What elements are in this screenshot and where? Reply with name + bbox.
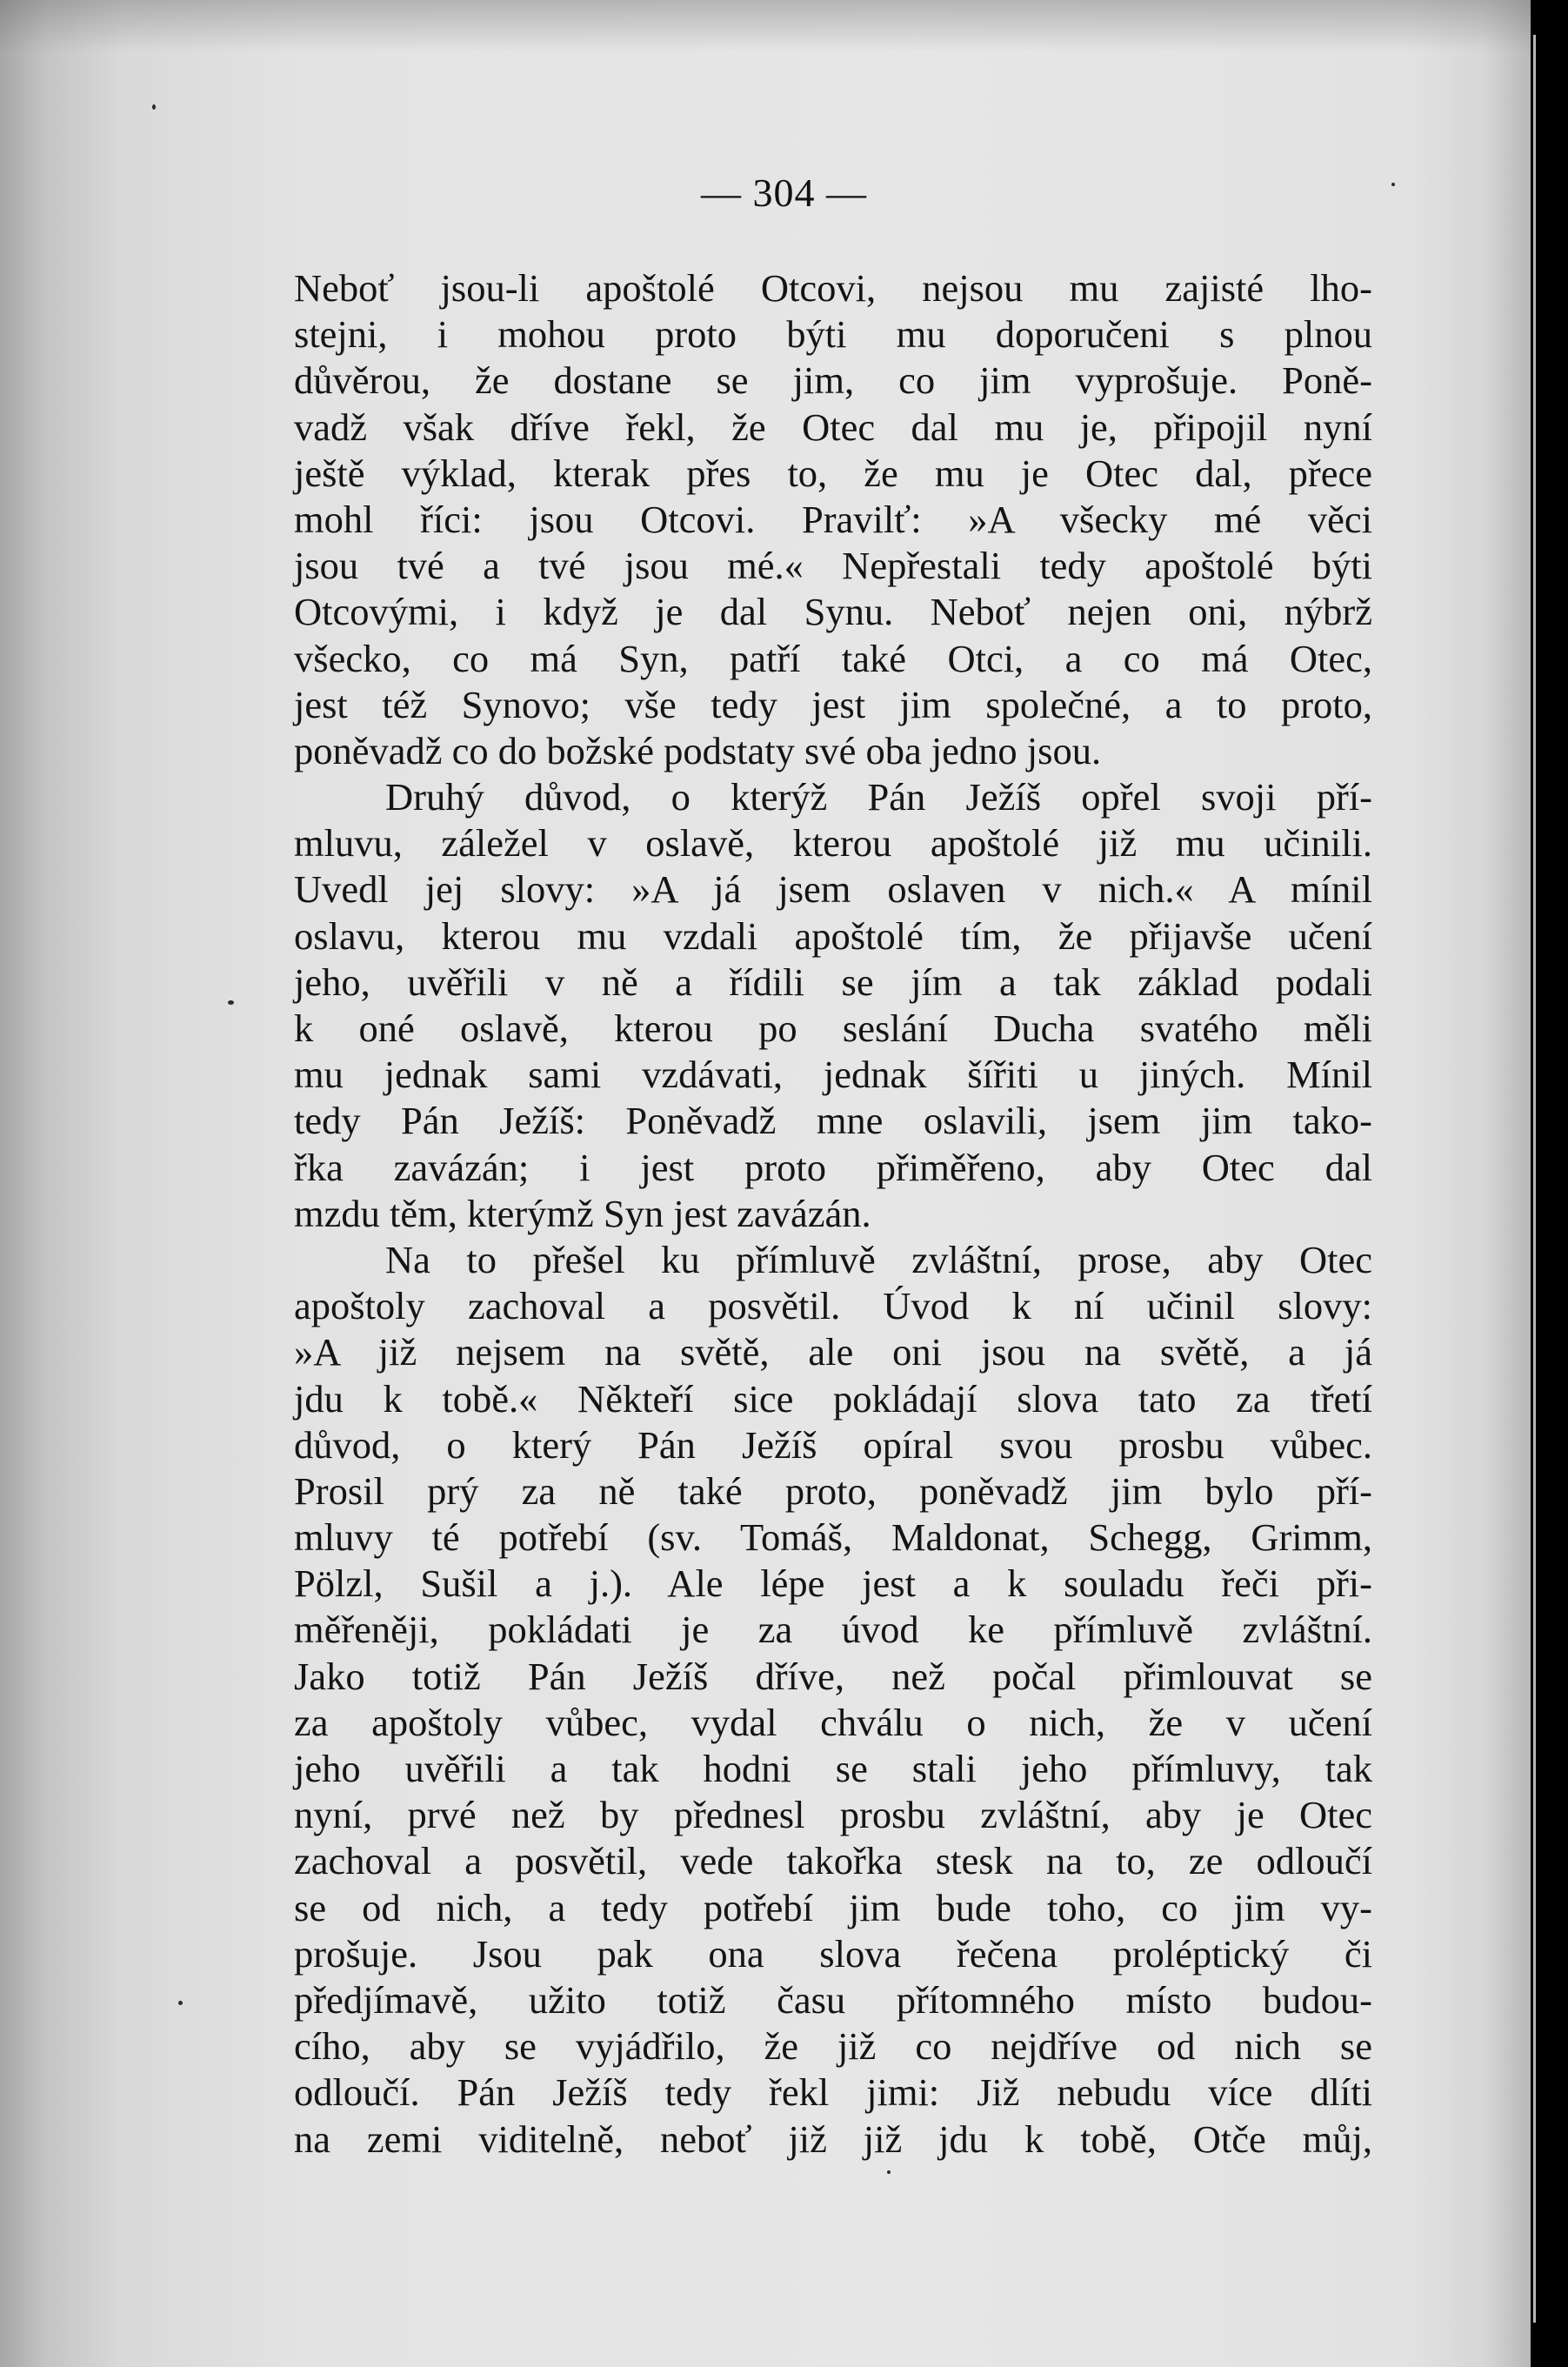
text-line: jeho uvěřili a tak hodni se stali jeho přímluvy, tak — [294, 1747, 1372, 1790]
text-line: měřeněji, pokládati je za úvod ke přímluvě zvláštní. — [294, 1608, 1372, 1652]
text-line: mohl říci: jsou Otcovi. Pravilť: »A všecky mé věci — [294, 497, 1372, 541]
text-line: Jako totiž Pán Ježíš dříve, než počal přimlouvat se — [294, 1654, 1372, 1698]
text-line: oslavu, kterou mu vzdali apoštolé tím, že přijavše učení — [294, 913, 1372, 958]
text-line: zachoval a posvětil, vede takořka stesk na to, ze odloučí — [294, 1839, 1372, 1883]
ink-speck — [1391, 183, 1395, 186]
ink-speck — [228, 1000, 234, 1005]
text-line: Prosil prý za ně také proto, poněvadž jim bylo pří- — [294, 1468, 1372, 1513]
text-line: poněvadž co do božské podstaty své oba jedno jsou. — [294, 728, 1102, 772]
text-line: cího, aby se vyjádřilo, že již co nejdříve od nich se — [294, 2024, 1372, 2069]
text-line: jsou tvé a tvé jsou mé.« Nepřestali tedy apoštolé býti — [294, 544, 1372, 588]
text-line: nyní, prvé než by přednesl prosbu zvláštní, aby je Otec — [294, 1793, 1372, 1837]
text-line: tedy Pán Ježíš: Poněvadž mne oslavili, jsem jim tako- — [294, 1099, 1372, 1143]
text-line: jdu k tobě.« Někteří sice pokládají slova tato za třetí — [294, 1376, 1372, 1421]
text-line: Uvedl jej slovy: »A já jsem oslaven v nich.« A mínil — [294, 867, 1372, 912]
text-line: Neboť jsou-li apoštolé Otcovi, nejsou mu zajisté lho- — [294, 266, 1372, 310]
text-line: předjímavě, užito totiž času přítomného místo budou- — [294, 1977, 1372, 2022]
text-line: jeho, uvěřili v ně a řídili se jím a tak základ podali — [294, 960, 1372, 1004]
text-line: důvod, o který Pán Ježíš opíral svou prosbu vůbec. — [294, 1422, 1372, 1467]
text-line: za apoštoly vůbec, vydal chválu o nich, že v učení — [294, 1700, 1372, 1744]
ink-speck — [152, 104, 156, 110]
page-number: — 304 — — [701, 171, 867, 215]
text-line: mluvu, záležel v oslavě, kterou apoštolé již mu učinili. — [294, 821, 1372, 866]
text-line: Otcovými, i když je dal Synu. Neboť nejen oni, nýbrž — [294, 590, 1372, 634]
text-line: k oné oslavě, kterou po seslání Ducha svatého měli — [294, 1006, 1372, 1050]
text-line: mu jednak sami vzdávati, jednak šířiti u jiných. Mínil — [294, 1053, 1372, 1097]
body-text — [294, 265, 1372, 2163]
text-line: prošuje. Jsou pak ona slova řečena proléptický či — [294, 1931, 1372, 1976]
scan-shadow — [0, 0, 1531, 52]
text-line: ještě výklad, kterak přes to, že mu je Otec dal, přece — [294, 451, 1372, 495]
ink-speck — [887, 2170, 891, 2174]
text-line: mluvy té potřebí (sv. Tomáš, Maldonat, Schegg, Grimm, — [294, 1515, 1372, 1560]
text-line: všecko, co má Syn, patří také Otci, a co má Otec, — [294, 636, 1372, 680]
text-line: Pölzl, Sušil a j.). Ale lépe jest a k souladu řeči při- — [294, 1561, 1372, 1606]
text-line: Druhý důvod, o kterýž Pán Ježíš opřel svoji pří- — [385, 775, 1372, 819]
ink-speck — [178, 2001, 183, 2005]
text-line: odloučí. Pán Ježíš tedy řekl jimi: Již nebudu více dlíti — [294, 2070, 1372, 2115]
text-line: jest též Synovo; vše tedy jest jim společné, a to proto, — [294, 682, 1372, 726]
text-line: Na to přešel ku přímluvě zvláštní, prose, aby Otec — [385, 1237, 1372, 1281]
text-line: řka zavázán; i jest proto přiměřeno, aby Otec dal — [294, 1145, 1372, 1189]
text-line: vadž však dříve řekl, že Otec dal mu je, připojil nyní — [294, 405, 1372, 449]
text-line: mzdu těm, kterýmž Syn jest zavázán. — [294, 1191, 871, 1235]
text-line: na zemi viditelně, neboť již již jdu k tobě, Otče můj, — [294, 2116, 1372, 2161]
text-line: se od nich, a tedy potřebí jim bude toho, co jim vy- — [294, 1885, 1372, 1929]
text-line: stejni, i mohou proto býti mu doporučeni s plnou — [294, 312, 1372, 357]
text-line: důvěrou, že dostane se jim, co jim vyprošuje. Poně- — [294, 358, 1372, 403]
page-edge — [1533, 35, 1536, 2323]
text-line: apoštoly zachoval a posvětil. Úvod k ní učinil slovy: — [294, 1284, 1372, 1328]
text-line: »A již nejsem na světě, ale oni jsou na světě, a já — [294, 1330, 1372, 1374]
